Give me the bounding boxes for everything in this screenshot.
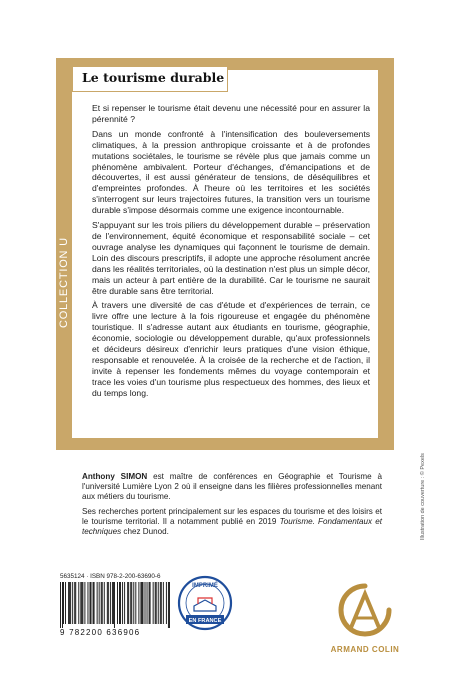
- barcode-bar: [99, 582, 100, 624]
- author-bio-paragraph: [82, 472, 382, 503]
- barcode-bar: [128, 582, 129, 624]
- barcode-bar: [117, 582, 118, 624]
- barcode-bar: [158, 582, 159, 624]
- barcode-bar: [70, 582, 71, 624]
- barcode-bar: [147, 582, 148, 624]
- barcode-bar: [78, 582, 79, 624]
- barcode-bar: [82, 582, 83, 624]
- barcode-bar: [112, 582, 113, 624]
- barcode-bar: [169, 582, 170, 628]
- barcode-bar: [150, 582, 151, 624]
- barcode-bar: [65, 582, 66, 624]
- badge-top-text: IMPRIMÉ: [192, 583, 218, 589]
- barcode-bar: [90, 582, 91, 624]
- barcode-bar: [88, 582, 89, 624]
- book-title: Le tourisme durable: [82, 70, 225, 85]
- barcode-bar: [84, 582, 85, 624]
- barcode-bar: [138, 582, 139, 624]
- barcode-bar: [107, 582, 108, 624]
- barcode-bar: [131, 582, 132, 624]
- barcode-bar: [75, 582, 76, 624]
- barcode-bar: [81, 582, 82, 624]
- imprime-en-france-badge: [176, 573, 234, 635]
- barcode-bar: [68, 582, 69, 624]
- barcode-bar: [74, 582, 75, 624]
- barcode-bar: [113, 582, 114, 624]
- blurb-paragraph: Dans un monde confronté à l'intensification des bouleversements climatiques, à la pression anthropique croissante et à de profondes mutations sociétales, le tourisme se révèle plus que jamais comme un phénomène ambivalent. Porteur d'échanges, d'émancipations et de découvertes, il est aussi générateur de tensions, de déséquilibres et d'empreintes profondes. À l'heure où les territoires et les sociétés s'interrogent sur leurs trajectoires futures, la transition vers un tourisme durable s'impose désormais comme une exigence incontournable.: [92, 128, 370, 216]
- barcode-digits: 9 782200 636906: [60, 628, 141, 637]
- barcode-bar: [155, 582, 156, 624]
- badge-bottom-text: EN FRANCE: [188, 618, 222, 624]
- barcode-bar: [69, 582, 70, 624]
- barcode-bar: [166, 582, 167, 624]
- barcode-bar: [163, 582, 164, 624]
- author-research-paragraph: [82, 507, 382, 538]
- barcode-bar: [143, 582, 144, 624]
- barcode-bar: [72, 582, 73, 624]
- barcode-bar: [60, 582, 61, 628]
- barcode-bar: [149, 582, 150, 624]
- barcode-bar: [91, 582, 92, 624]
- barcode-bar: [122, 582, 123, 624]
- armand-colin-logo-icon: [330, 580, 400, 640]
- barcode-bar: [160, 582, 161, 624]
- barcode-bar: [168, 582, 169, 628]
- barcode-bar: [135, 582, 136, 624]
- cover-credit: Illustration de couverture : © Pexels: [420, 453, 426, 540]
- barcode-bar: [104, 582, 105, 624]
- barcode-bar: [156, 582, 157, 624]
- barcode-bar: [141, 582, 142, 624]
- blurb-paragraph: S'appuyant sur les trois piliers du développement durable – préservation de l'environnement, équité économique et responsabilité sociale – cet ouvrage analyse les dynamiques qui façonnent le tourisme de demain. Loin des discours prescriptifs, il adopte une approche résolument ancrée dans les réalités territoriales, où la destination n'est plus un simple décor, mais un acteur à part entière de la durabilité. Car le tourisme ne saurait être durable sans être territorial.: [92, 220, 370, 296]
- barcode-bar: [124, 582, 125, 624]
- collection-label: COLLECTION U: [58, 237, 70, 328]
- author-research-text: Ses recherches portent principalement sur les espaces du tourisme et des loisirs et le tourisme territorial. Il a notamment publié en 2019: [82, 506, 382, 526]
- barcode-bar: [102, 582, 103, 624]
- barcode-bar: [93, 582, 94, 624]
- barcode-bar: [63, 582, 64, 624]
- barcode-bar: [153, 582, 154, 624]
- author-name: Anthony SIMON: [82, 472, 148, 481]
- barcode-bar: [161, 582, 162, 624]
- barcode-bar: [97, 582, 98, 624]
- barcode-bar: [108, 582, 109, 624]
- barcode-bar: [62, 582, 63, 628]
- author-bio: [82, 472, 382, 541]
- blurb-paragraph: Et si repenser le tourisme était devenu une nécessité pour en assurer la pérennité ?: [92, 103, 370, 124]
- barcode-bar: [140, 582, 141, 624]
- barcode-bar: [127, 582, 128, 624]
- barcode-bar: [145, 582, 146, 624]
- barcode-bar: [120, 582, 121, 624]
- blurb: [92, 103, 370, 403]
- barcode-bar: [133, 582, 134, 624]
- barcode-bar: [119, 582, 120, 624]
- publication-title: Tourisme. Fondamentaux et techniques: [82, 516, 382, 537]
- author-bio-text: est maître de conférences en Géographie et Tourisme à l'université Lumière Lyon 2 où il enseigne dans les filières professionnelles menant aux métiers du tourisme.: [82, 472, 382, 502]
- barcode-bar: [130, 582, 131, 624]
- barcode-bar: [80, 582, 81, 624]
- barcode-bar: [114, 582, 115, 628]
- publisher-name: ARMAND COLIN: [330, 645, 400, 654]
- collection-label-band: [56, 90, 72, 330]
- barcode-bar: [110, 582, 111, 624]
- blurb-paragraph: À travers une diversité de cas d'étude et d'expériences de terrain, ce livre offre une lecture à la fois rigoureuse et engagée du phénomène touristique. Il s'adresse autant aux étudiants en tourisme, géographie, économie, sociologie ou développement durable, qu'aux professionnels et décideurs désireux d'enrichir leurs pratiques d'une vision éthique, responsable et renouvelée. À la croisée de la recherche et de l'action, il invite à repenser les fondements mêmes du voyage contemporain et trace les voies d'un tourisme plus respectueux des hommes, des lieux et du temps long.: [92, 300, 370, 398]
- barcode-bar: [94, 582, 95, 624]
- barcode-bar: [101, 582, 102, 624]
- barcode: [60, 582, 170, 628]
- isbn-line: 5635124 · ISBN 978-2-200-63690-6: [60, 573, 161, 580]
- publisher-mention: chez Dunod.: [121, 527, 169, 537]
